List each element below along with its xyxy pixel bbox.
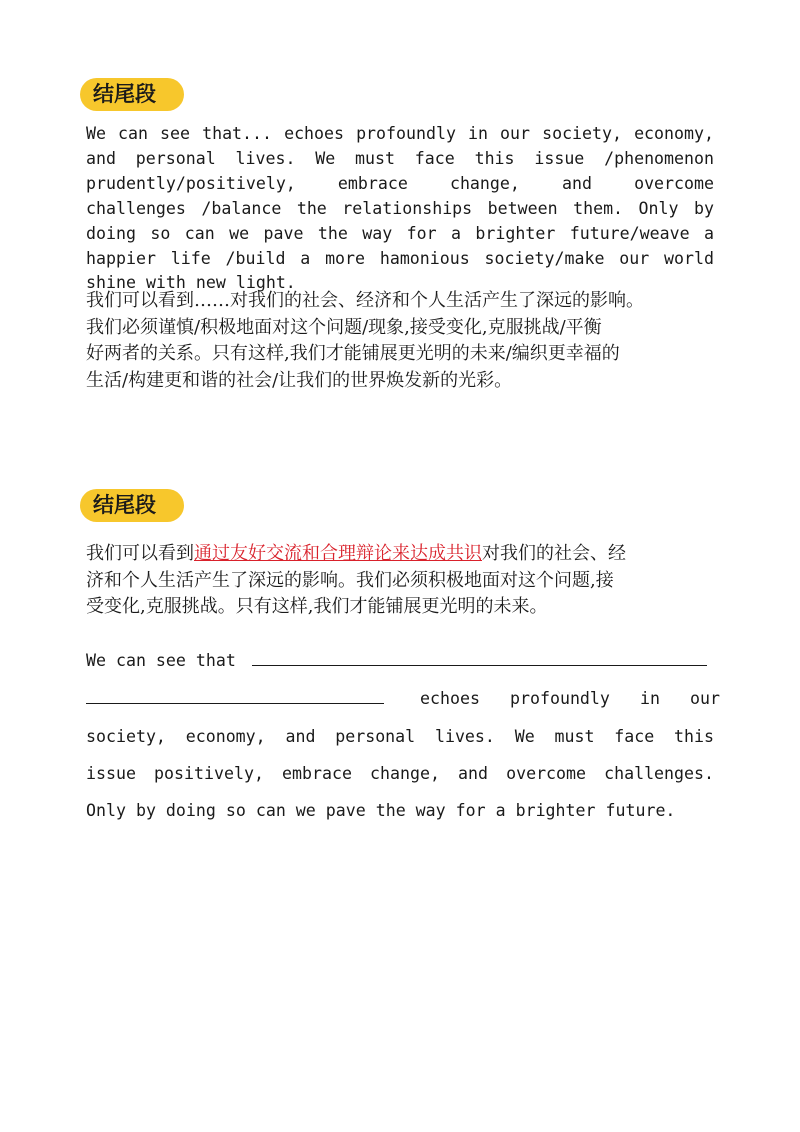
fill-line-3: society, economy, and personal lives. We must face this <box>86 727 714 746</box>
fill-line-2 <box>86 684 720 714</box>
chinese-line: 好两者的关系。只有这样,我们才能铺展更光明的未来/编织更幸福的 <box>86 343 620 364</box>
answer-blank-1[interactable] <box>252 647 707 666</box>
fill-line-1 <box>86 646 714 676</box>
fill-in-exercise <box>86 646 720 836</box>
chinese-paragraph-2 <box>86 541 716 621</box>
chinese-text: 我们可以看到 <box>86 543 194 564</box>
highlighted-phrase: 通过友好交流和合理辩论来达成共识 <box>194 543 482 564</box>
english-paragraph-1 <box>86 122 714 296</box>
chinese-line <box>86 541 716 568</box>
fill-prefix: We can see that <box>86 651 236 670</box>
chinese-line: 受变化,克服挑战。只有这样,我们才能铺展更光明的未来。 <box>86 596 548 617</box>
chinese-text: 对我们的社会、经 <box>482 543 626 564</box>
english-line: shine with new light. <box>86 273 296 293</box>
section-badge-1: 结尾段 <box>80 78 184 111</box>
answer-blank-2[interactable] <box>86 685 384 704</box>
section-badge-2: 结尾段 <box>80 489 184 522</box>
english-line: doing so can we pave the way for a brighter future/weave a <box>86 223 714 243</box>
english-line: happier life /build a more hamonious society/make our world <box>86 248 714 268</box>
chinese-line: 我们必须谨慎/积极地面对这个问题/现象,接受变化,克服挑战/平衡 <box>86 316 602 338</box>
english-line: challenges /balance the relationships between them. Only by <box>86 198 714 218</box>
chinese-line: 生活/构建更和谐的社会/让我们的世界焕发新的光彩。 <box>86 369 513 391</box>
chinese-line: 济和个人生活产生了深远的影响。我们必须积极地面对这个问题,接 <box>86 569 614 591</box>
english-line: and personal lives. We must face this issue /phenomenon <box>86 148 714 168</box>
english-line: prudently/positively, embrace change, and overcome <box>86 173 714 193</box>
fill-suffix: echoes profoundly in our <box>420 689 720 708</box>
fill-line-4: issue positively, embrace change, and overcome challenges. <box>86 764 714 783</box>
english-line: We can see that... echoes profoundly in our society, economy, <box>86 124 714 143</box>
fill-line-5: Only by doing so can we pave the way for a brighter future. <box>86 801 676 820</box>
chinese-paragraph-1 <box>86 288 716 394</box>
chinese-line: 我们可以看到……对我们的社会、经济和个人生活产生了深远的影响。 <box>86 290 644 311</box>
